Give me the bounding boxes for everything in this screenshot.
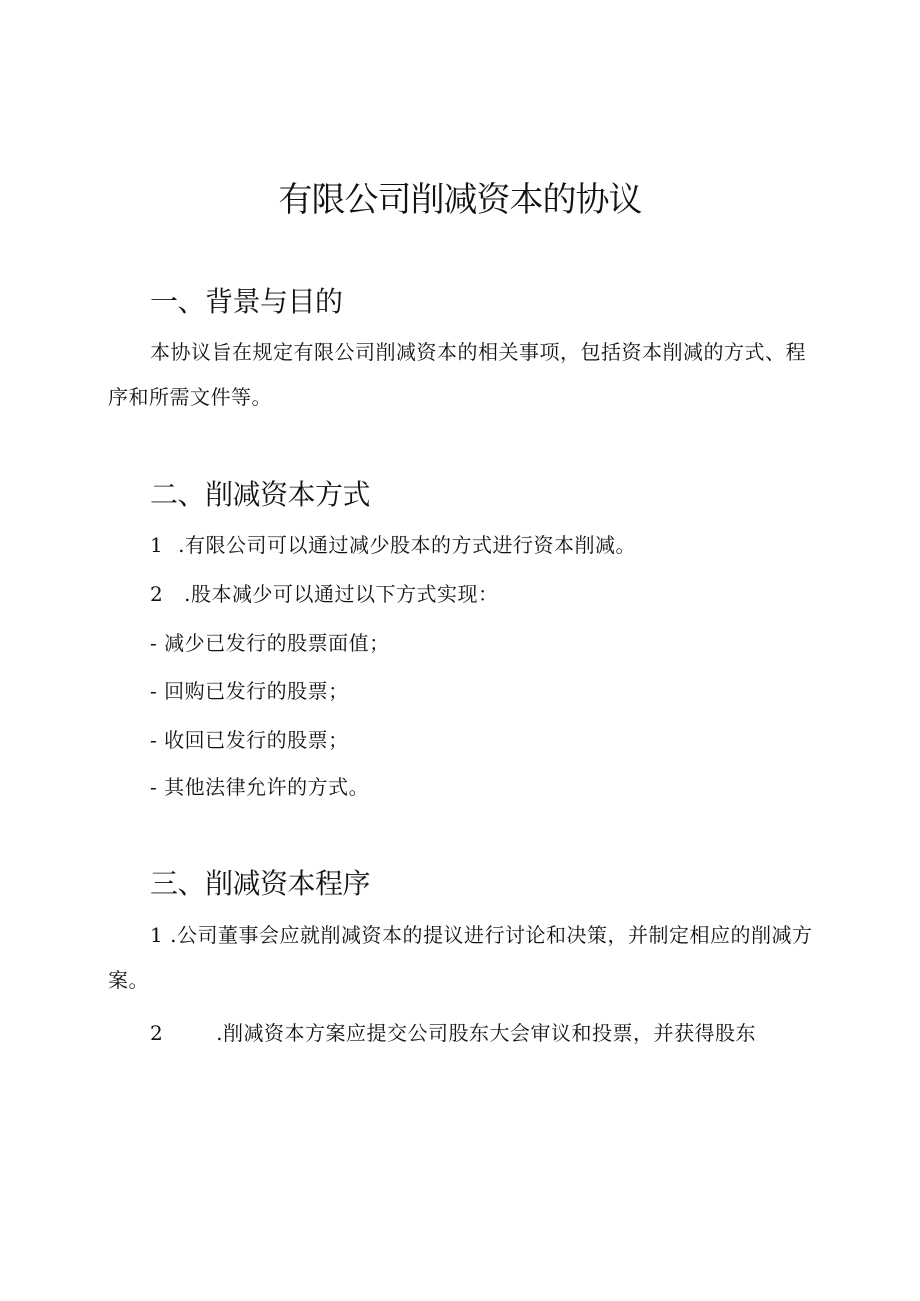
list-item-text: .公司董事会应就削减资本的提议进行讨论和决策，并制定相应的削减方案。 — [108, 923, 813, 992]
list-item — [150, 579, 498, 609]
list-item — [108, 913, 818, 1003]
list-item — [150, 530, 636, 560]
bullet-item: - 减少已发行的股票面值； — [150, 631, 390, 655]
bullet-item: - 回购已发行的股票； — [150, 679, 349, 703]
list-item-number: 1 — [150, 533, 164, 557]
list-item-number: 2 — [150, 582, 164, 606]
section-heading-background: 一、背景与目的 — [150, 285, 343, 318]
document-title: 有限公司削减资本的协议 — [278, 180, 642, 220]
bullet-item: - 收回已发行的股票； — [150, 728, 349, 752]
list-item-text: .股本减少可以通过以下方式实现： — [184, 582, 499, 606]
bullet-item: - 其他法律允许的方式。 — [150, 775, 370, 799]
list-item-number: 1 — [150, 923, 164, 947]
list-item-number: 2 — [150, 1021, 164, 1045]
section-heading-procedure: 三、削减资本程序 — [150, 867, 371, 900]
section-heading-methods: 二、削减资本方式 — [150, 478, 371, 511]
section-body-background: 本协议旨在规定有限公司削减资本的相关事项，包括资本削减的方式、程序和所需文件等。 — [108, 340, 806, 409]
list-item — [150, 1018, 756, 1048]
list-item-text: .削减资本方案应提交公司股东大会审议和投票，并获得股东 — [216, 1021, 756, 1045]
list-item-text: .有限公司可以通过减少股本的方式进行资本削减。 — [178, 533, 636, 557]
